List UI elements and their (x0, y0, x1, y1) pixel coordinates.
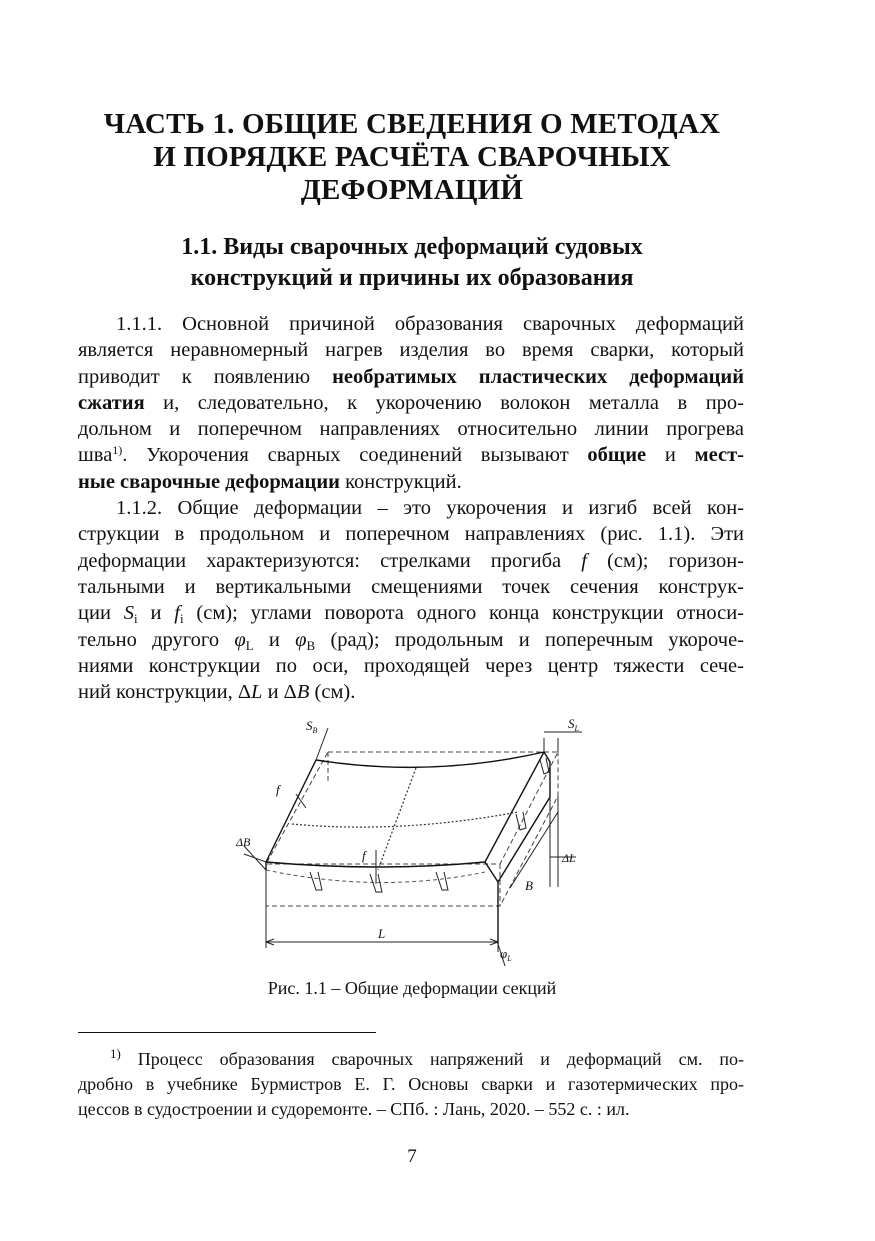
paragraph-2-line: ний конструкции, ΔL и ΔB (см). (78, 681, 356, 704)
part-title-line: ДЕФОРМАЦИЙ (300, 174, 524, 206)
label-f: f (276, 782, 280, 797)
page-number: 7 (407, 1146, 417, 1167)
footnote-ref: 1) (112, 443, 123, 458)
bold-term: ные сварочные деформации (78, 470, 340, 493)
label-sb: $S_B$ (306, 718, 318, 735)
section-title-line: конструкций и причины их образования (190, 265, 634, 291)
footnote-divider (78, 1032, 376, 1033)
bold-term: мест- (694, 444, 744, 467)
deflection-arrow (296, 794, 306, 808)
section-title-line: 1.1. Виды сварочных деформаций судовых (181, 234, 643, 260)
weld-seams (292, 768, 518, 870)
part-title-line: ЧАСТЬ 1. ОБЩИЕ СВЕДЕНИЯ О МЕТОДАХ (103, 108, 721, 140)
label-delta-b: ΔB (236, 835, 251, 849)
dimension-delta-l (550, 796, 576, 887)
paragraph-1-line: является неравномерный нагрев изделия во время сварки, который (78, 339, 744, 362)
deformed-plate (266, 752, 550, 944)
paragraph-1-line: дольном и поперечном направлениях относительно линии прогрева (78, 418, 744, 441)
undeformed-outline (266, 752, 558, 906)
body-text (78, 311, 744, 705)
paragraph-1-line: приводит к появлению необратимых пластических деформаций (78, 365, 745, 388)
dimension-delta-b (244, 846, 266, 870)
paragraph-2-line: деформации характеризуются: стрелками прогиба f (см); горизон- (78, 549, 744, 572)
part-title-line: И ПОРЯДКЕ РАСЧЁТА СВАРОЧНЫХ (153, 141, 671, 173)
footnote-line: цессов в судостроении и судоремонте. – СПб. : Лань, 2020. – 552 с. : ил. (78, 1099, 630, 1119)
label-f: f (362, 848, 366, 863)
paragraph-2-line: тельно другого $\varphi_L$ и $\varphi_B$ (рад); продольным и поперечным укороче- (78, 628, 744, 653)
section-title (80, 232, 744, 294)
bold-term: сжатия (78, 391, 145, 414)
footnote-line: дробно в учебнике Бурмистров Е. Г. Основы сварки и газотермических про- (78, 1074, 744, 1094)
paragraph-2-line: тальными и вертикальными смещениями точек сечения конструк- (78, 575, 744, 598)
label-b: B (525, 878, 533, 893)
paragraph-1-line: 1.1.1. Основной причиной образования сварочных деформаций (116, 313, 744, 335)
bold-term: необратимых пластических деформаций (332, 365, 745, 388)
label-delta-l: ΔL (562, 851, 576, 865)
paragraph-1-line: шва$^{1)}$. Укорочения сварных соединений вызывают общие и мест- (78, 443, 744, 467)
dimension-sl (544, 732, 582, 752)
label-sl: $S_L$ (568, 716, 579, 733)
label-phi-l: $\varphi_L$ (500, 946, 512, 963)
paragraph-2-line: ции $S_i$ и $f_i$ (см); углами поворота одного конца конструкции относи- (78, 602, 744, 627)
paragraph-2-line: струкции в продольном и поперечном направлениях (рис. 1.1). Эти (78, 523, 744, 546)
part-title (80, 108, 744, 207)
footnote-marker: 1) (110, 1046, 121, 1061)
figure-caption: Рис. 1.1 – Общие деформации секций (267, 978, 557, 998)
footnote-line: $^{1)}$ Процесс образования сварочных напряжений и деформаций см. по- (110, 1046, 744, 1069)
paragraph-1-line: ные сварочные деформации конструкций. (78, 470, 462, 493)
stiffeners (310, 758, 549, 892)
figure-section-deformation (230, 712, 600, 974)
paragraph-1-line: сжатия и, следовательно, к укорочению волокон металла в про- (78, 391, 744, 414)
bold-term: общие (587, 444, 647, 467)
label-l: L (378, 926, 386, 941)
footnote (78, 1047, 744, 1122)
paragraph-2-line: ниями конструкции по оси, проходящей через центр тяжести сече- (78, 654, 744, 677)
paragraph-2-line: 1.1.2. Общие деформации – это укорочения и изгиб всей кон- (116, 497, 744, 520)
